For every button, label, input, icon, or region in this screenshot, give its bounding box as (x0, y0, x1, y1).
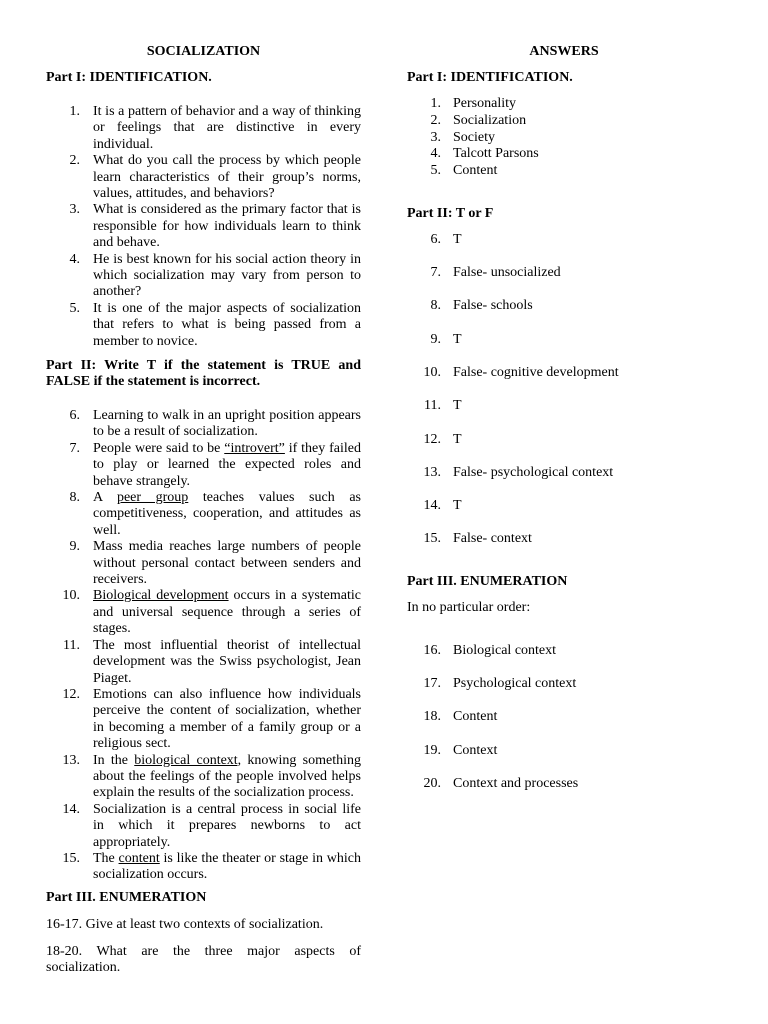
list-item: 7. False- unsocialized (430, 265, 561, 280)
list-item: 20. Context and processes (423, 776, 579, 791)
enumeration-note: In no particular order: (407, 600, 531, 615)
list-item: 3. What is considered as the primary factor that is responsible for how individuals learn to think and behave. (69, 202, 361, 251)
list-item: 9. T (430, 332, 462, 347)
list-item: 10. Biological development occurs in a systematic and universal sequence through a series of stages. (62, 588, 361, 637)
part2-heading: Part II: Write T if the statement is TRUE and FALSE if the statement is incorrect. (46, 358, 361, 390)
list-item: 7. People were said to be “introvert” if they failed to play or learned the expected roles and behave strangely. (69, 440, 361, 489)
list-item: 15. The content is like the theater or stage in which socialization occurs. (62, 850, 361, 883)
page-title: SOCIALIZATION (146, 44, 261, 59)
list-item: 17. Psychological context (423, 676, 577, 691)
list-item: 3. Society (430, 130, 495, 145)
list-item: 15. False- context (423, 531, 532, 546)
answers-title: ANSWERS (529, 44, 599, 59)
part1-heading: Part I: IDENTIFICATION. (46, 70, 212, 85)
enumeration-question: 18-20. What are the three major aspects of socialization. (46, 944, 361, 976)
list-item: 18. Content (423, 709, 498, 724)
answers-part3-heading: Part III. ENUMERATION (407, 574, 568, 589)
part1-question-list (46, 104, 361, 350)
list-item: 2. Socialization (430, 113, 527, 128)
enumeration-question: 16-17. Give at least two contexts of socialization. (46, 917, 324, 932)
list-item: 4. Talcott Parsons (430, 146, 539, 161)
list-item: 8. False- schools (430, 298, 533, 313)
list-item: 6. T (430, 232, 462, 247)
list-item: 16. Biological context (423, 643, 557, 658)
list-item: 12. T (423, 432, 462, 447)
list-item: 6. Learning to walk in an upright position appears to be a result of socialization. (69, 408, 361, 440)
list-item: 14. Socialization is a central process in social life in which it prepares newborns to act appropriately. (62, 801, 361, 850)
list-item: 1. Personality (430, 96, 516, 111)
part3-heading: Part III. ENUMERATION (46, 890, 207, 905)
list-item: 8. A peer group teaches values such as competitiveness, cooperation, and attitudes as well. (69, 490, 361, 538)
list-item: 5. It is one of the major aspects of socialization that refers to what is being passed from a member to novice. (69, 300, 361, 349)
answers-part1-heading: Part I: IDENTIFICATION. (407, 70, 573, 85)
list-item: 13. False- psychological context (423, 465, 614, 480)
list-item: 5. Content (430, 163, 498, 178)
part2-question-list (46, 408, 361, 884)
list-item: 4. He is best known for his social action theory in which socialization may vary from person to another? (69, 251, 361, 300)
list-item: 1. It is a pattern of behavior and a way of thinking or feelings that are distinctive in every individual. (69, 104, 361, 152)
list-item: 14. T (423, 498, 462, 513)
list-item: 13. In the biological context, knowing something about the feelings of the people involved helps explain the results of the socialization process. (62, 752, 361, 801)
list-item: 11. T (424, 398, 462, 413)
list-item: 12. Emotions can also influence how individuals perceive the content of socialization, whether in becoming a member of a family group or a religious sect. (62, 686, 361, 752)
list-item: 2. What do you call the process by which people learn characteristics of their group’s norms, values, attitudes, and behaviors? (69, 153, 361, 202)
answers-part2-heading: Part II: T or F (407, 206, 494, 221)
list-item: 10. False- cognitive development (423, 365, 619, 380)
list-item: 11. The most influential theorist of intellectual development was the Swiss psychologist, Jean Piaget. (63, 637, 361, 686)
list-item: 9. Mass media reaches large numbers of people without personal contact between senders and receivers. (69, 539, 361, 588)
list-item: 19. Context (423, 743, 498, 758)
